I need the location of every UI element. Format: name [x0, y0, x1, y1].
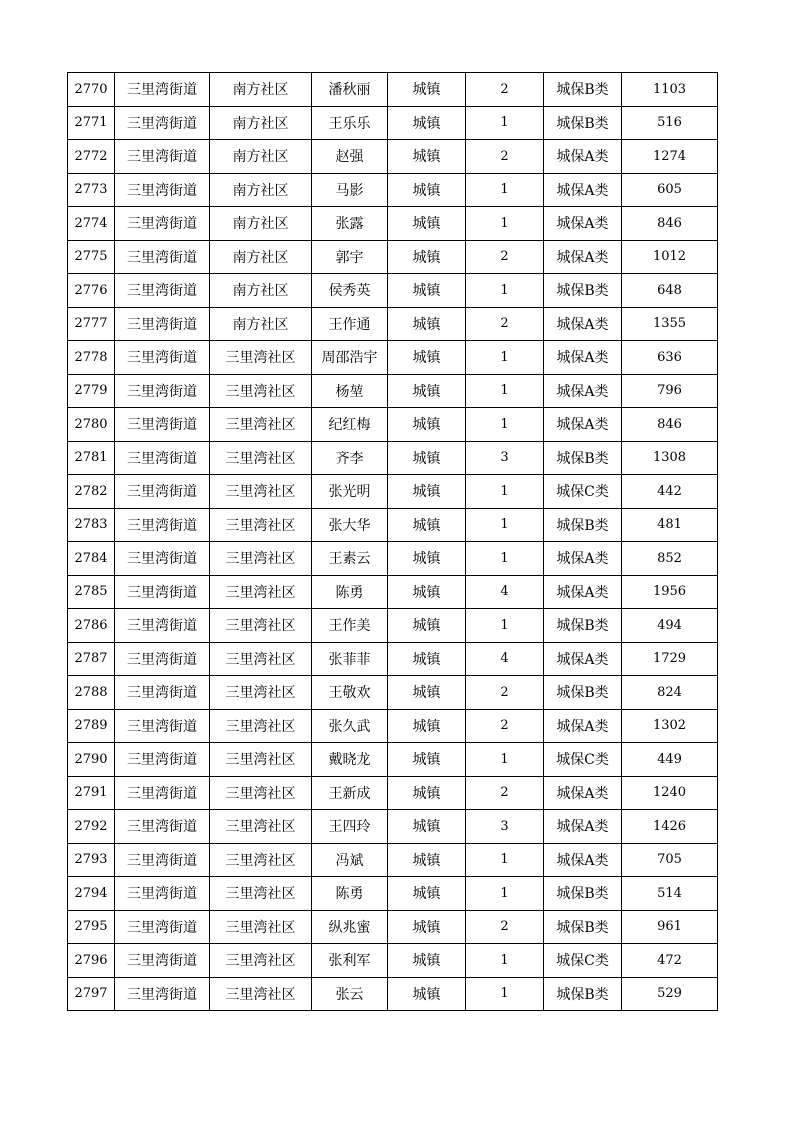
insurance-category-cell: 城保A类 — [544, 408, 622, 442]
household-size-cell: 2 — [466, 910, 544, 944]
table-row — [68, 508, 718, 542]
insurance-category-cell: 城保B类 — [544, 73, 622, 107]
table-row — [68, 676, 718, 710]
serial-number-cell: 2797 — [68, 977, 115, 1011]
name-cell: 杨堃 — [312, 374, 388, 408]
serial-number-cell: 2774 — [68, 207, 115, 241]
subdistrict-cell: 三里湾街道 — [115, 441, 210, 475]
amount-cell: 648 — [622, 274, 718, 308]
community-cell: 三里湾社区 — [210, 776, 312, 810]
residence-type-cell: 城镇 — [388, 609, 466, 643]
community-cell: 三里湾社区 — [210, 676, 312, 710]
community-cell: 三里湾社区 — [210, 977, 312, 1011]
amount-cell: 442 — [622, 475, 718, 509]
serial-number-cell: 2793 — [68, 843, 115, 877]
community-cell: 三里湾社区 — [210, 441, 312, 475]
subdistrict-cell: 三里湾街道 — [115, 810, 210, 844]
residence-type-cell: 城镇 — [388, 307, 466, 341]
table-row — [68, 810, 718, 844]
serial-number-cell: 2779 — [68, 374, 115, 408]
amount-cell: 481 — [622, 508, 718, 542]
serial-number-cell: 2782 — [68, 475, 115, 509]
amount-cell: 796 — [622, 374, 718, 408]
community-cell: 南方社区 — [210, 173, 312, 207]
subdistrict-cell: 三里湾街道 — [115, 609, 210, 643]
name-cell: 张久武 — [312, 709, 388, 743]
table-row — [68, 642, 718, 676]
name-cell: 王四玲 — [312, 810, 388, 844]
table-row — [68, 374, 718, 408]
household-size-cell: 1 — [466, 508, 544, 542]
residence-type-cell: 城镇 — [388, 776, 466, 810]
table-row — [68, 106, 718, 140]
roster-sheet — [67, 72, 717, 1011]
household-size-cell: 1 — [466, 106, 544, 140]
name-cell: 张大华 — [312, 508, 388, 542]
amount-cell: 1274 — [622, 140, 718, 174]
table-row — [68, 274, 718, 308]
subdistrict-cell: 三里湾街道 — [115, 542, 210, 576]
insurance-category-cell: 城保B类 — [544, 106, 622, 140]
amount-cell: 514 — [622, 877, 718, 911]
community-cell: 南方社区 — [210, 307, 312, 341]
residence-type-cell: 城镇 — [388, 642, 466, 676]
name-cell: 周邵浩宇 — [312, 341, 388, 375]
household-size-cell: 1 — [466, 408, 544, 442]
subdistrict-cell: 三里湾街道 — [115, 676, 210, 710]
residence-type-cell: 城镇 — [388, 73, 466, 107]
residence-type-cell: 城镇 — [388, 240, 466, 274]
amount-cell: 472 — [622, 944, 718, 978]
serial-number-cell: 2788 — [68, 676, 115, 710]
amount-cell: 705 — [622, 843, 718, 877]
subdistrict-cell: 三里湾街道 — [115, 240, 210, 274]
amount-cell: 494 — [622, 609, 718, 643]
community-cell: 南方社区 — [210, 240, 312, 274]
residence-type-cell: 城镇 — [388, 910, 466, 944]
amount-cell: 846 — [622, 207, 718, 241]
name-cell: 冯斌 — [312, 843, 388, 877]
name-cell: 张云 — [312, 977, 388, 1011]
community-cell: 三里湾社区 — [210, 341, 312, 375]
insurance-category-cell: 城保A类 — [544, 642, 622, 676]
table-row — [68, 977, 718, 1011]
subdistrict-cell: 三里湾街道 — [115, 106, 210, 140]
name-cell: 王作美 — [312, 609, 388, 643]
amount-cell: 1012 — [622, 240, 718, 274]
serial-number-cell: 2781 — [68, 441, 115, 475]
subdistrict-cell: 三里湾街道 — [115, 207, 210, 241]
serial-number-cell: 2784 — [68, 542, 115, 576]
residence-type-cell: 城镇 — [388, 207, 466, 241]
roster-table — [67, 72, 718, 1011]
insurance-category-cell: 城保A类 — [544, 709, 622, 743]
subdistrict-cell: 三里湾街道 — [115, 743, 210, 777]
subdistrict-cell: 三里湾街道 — [115, 575, 210, 609]
community-cell: 南方社区 — [210, 207, 312, 241]
amount-cell: 1729 — [622, 642, 718, 676]
residence-type-cell: 城镇 — [388, 709, 466, 743]
name-cell: 陈勇 — [312, 575, 388, 609]
name-cell: 齐李 — [312, 441, 388, 475]
table-row — [68, 877, 718, 911]
amount-cell: 1956 — [622, 575, 718, 609]
subdistrict-cell: 三里湾街道 — [115, 73, 210, 107]
community-cell: 三里湾社区 — [210, 374, 312, 408]
insurance-category-cell: 城保B类 — [544, 441, 622, 475]
amount-cell: 636 — [622, 341, 718, 375]
table-row — [68, 240, 718, 274]
amount-cell: 605 — [622, 173, 718, 207]
name-cell: 张光明 — [312, 475, 388, 509]
name-cell: 张菲菲 — [312, 642, 388, 676]
household-size-cell: 2 — [466, 240, 544, 274]
insurance-category-cell: 城保A类 — [544, 542, 622, 576]
table-row — [68, 441, 718, 475]
table-row — [68, 341, 718, 375]
household-size-cell: 3 — [466, 441, 544, 475]
household-size-cell: 2 — [466, 709, 544, 743]
residence-type-cell: 城镇 — [388, 341, 466, 375]
table-row — [68, 709, 718, 743]
household-size-cell: 2 — [466, 73, 544, 107]
amount-cell: 961 — [622, 910, 718, 944]
serial-number-cell: 2791 — [68, 776, 115, 810]
subdistrict-cell: 三里湾街道 — [115, 173, 210, 207]
community-cell: 三里湾社区 — [210, 575, 312, 609]
residence-type-cell: 城镇 — [388, 374, 466, 408]
serial-number-cell: 2777 — [68, 307, 115, 341]
table-row — [68, 307, 718, 341]
name-cell: 张利军 — [312, 944, 388, 978]
serial-number-cell: 2773 — [68, 173, 115, 207]
insurance-category-cell: 城保A类 — [544, 843, 622, 877]
community-cell: 三里湾社区 — [210, 408, 312, 442]
community-cell: 三里湾社区 — [210, 542, 312, 576]
serial-number-cell: 2778 — [68, 341, 115, 375]
household-size-cell: 2 — [466, 307, 544, 341]
household-size-cell: 2 — [466, 140, 544, 174]
residence-type-cell: 城镇 — [388, 676, 466, 710]
amount-cell: 846 — [622, 408, 718, 442]
insurance-category-cell: 城保B类 — [544, 676, 622, 710]
name-cell: 纵兆蜜 — [312, 910, 388, 944]
amount-cell: 1240 — [622, 776, 718, 810]
amount-cell: 1426 — [622, 810, 718, 844]
community-cell: 三里湾社区 — [210, 743, 312, 777]
insurance-category-cell: 城保A类 — [544, 307, 622, 341]
residence-type-cell: 城镇 — [388, 977, 466, 1011]
community-cell: 南方社区 — [210, 274, 312, 308]
community-cell: 三里湾社区 — [210, 642, 312, 676]
table-row — [68, 173, 718, 207]
household-size-cell: 4 — [466, 575, 544, 609]
residence-type-cell: 城镇 — [388, 542, 466, 576]
residence-type-cell: 城镇 — [388, 441, 466, 475]
insurance-category-cell: 城保C类 — [544, 475, 622, 509]
name-cell: 王敬欢 — [312, 676, 388, 710]
household-size-cell: 1 — [466, 877, 544, 911]
household-size-cell: 1 — [466, 173, 544, 207]
residence-type-cell: 城镇 — [388, 575, 466, 609]
amount-cell: 1103 — [622, 73, 718, 107]
insurance-category-cell: 城保C类 — [544, 743, 622, 777]
insurance-category-cell: 城保A类 — [544, 240, 622, 274]
residence-type-cell: 城镇 — [388, 140, 466, 174]
table-row — [68, 944, 718, 978]
insurance-category-cell: 城保A类 — [544, 810, 622, 844]
residence-type-cell: 城镇 — [388, 810, 466, 844]
insurance-category-cell: 城保A类 — [544, 776, 622, 810]
serial-number-cell: 2787 — [68, 642, 115, 676]
household-size-cell: 1 — [466, 374, 544, 408]
residence-type-cell: 城镇 — [388, 173, 466, 207]
subdistrict-cell: 三里湾街道 — [115, 843, 210, 877]
name-cell: 王素云 — [312, 542, 388, 576]
household-size-cell: 1 — [466, 977, 544, 1011]
community-cell: 南方社区 — [210, 73, 312, 107]
table-row — [68, 843, 718, 877]
residence-type-cell: 城镇 — [388, 877, 466, 911]
household-size-cell: 1 — [466, 207, 544, 241]
household-size-cell: 1 — [466, 274, 544, 308]
household-size-cell: 1 — [466, 341, 544, 375]
subdistrict-cell: 三里湾街道 — [115, 977, 210, 1011]
amount-cell: 852 — [622, 542, 718, 576]
table-row — [68, 910, 718, 944]
residence-type-cell: 城镇 — [388, 743, 466, 777]
name-cell: 王作通 — [312, 307, 388, 341]
serial-number-cell: 2770 — [68, 73, 115, 107]
insurance-category-cell: 城保C类 — [544, 944, 622, 978]
household-size-cell: 1 — [466, 843, 544, 877]
serial-number-cell: 2795 — [68, 910, 115, 944]
name-cell: 戴晓龙 — [312, 743, 388, 777]
subdistrict-cell: 三里湾街道 — [115, 776, 210, 810]
serial-number-cell: 2775 — [68, 240, 115, 274]
household-size-cell: 1 — [466, 944, 544, 978]
table-row — [68, 743, 718, 777]
subdistrict-cell: 三里湾街道 — [115, 341, 210, 375]
amount-cell: 1308 — [622, 441, 718, 475]
table-row — [68, 542, 718, 576]
insurance-category-cell: 城保B类 — [544, 274, 622, 308]
subdistrict-cell: 三里湾街道 — [115, 910, 210, 944]
subdistrict-cell: 三里湾街道 — [115, 877, 210, 911]
community-cell: 三里湾社区 — [210, 877, 312, 911]
household-size-cell: 1 — [466, 609, 544, 643]
serial-number-cell: 2772 — [68, 140, 115, 174]
insurance-category-cell: 城保B类 — [544, 977, 622, 1011]
table-row — [68, 575, 718, 609]
residence-type-cell: 城镇 — [388, 944, 466, 978]
serial-number-cell: 2789 — [68, 709, 115, 743]
roster-body — [68, 73, 718, 1011]
amount-cell: 449 — [622, 743, 718, 777]
serial-number-cell: 2780 — [68, 408, 115, 442]
table-row — [68, 207, 718, 241]
subdistrict-cell: 三里湾街道 — [115, 475, 210, 509]
serial-number-cell: 2794 — [68, 877, 115, 911]
serial-number-cell: 2790 — [68, 743, 115, 777]
serial-number-cell: 2796 — [68, 944, 115, 978]
insurance-category-cell: 城保A类 — [544, 575, 622, 609]
residence-type-cell: 城镇 — [388, 106, 466, 140]
insurance-category-cell: 城保A类 — [544, 140, 622, 174]
amount-cell: 1355 — [622, 307, 718, 341]
serial-number-cell: 2786 — [68, 609, 115, 643]
table-row — [68, 609, 718, 643]
name-cell: 马影 — [312, 173, 388, 207]
subdistrict-cell: 三里湾街道 — [115, 408, 210, 442]
community-cell: 南方社区 — [210, 106, 312, 140]
community-cell: 三里湾社区 — [210, 810, 312, 844]
household-size-cell: 1 — [466, 743, 544, 777]
residence-type-cell: 城镇 — [388, 475, 466, 509]
insurance-category-cell: 城保B类 — [544, 609, 622, 643]
name-cell: 王新成 — [312, 776, 388, 810]
subdistrict-cell: 三里湾街道 — [115, 944, 210, 978]
community-cell: 三里湾社区 — [210, 508, 312, 542]
subdistrict-cell: 三里湾街道 — [115, 374, 210, 408]
residence-type-cell: 城镇 — [388, 408, 466, 442]
community-cell: 三里湾社区 — [210, 709, 312, 743]
subdistrict-cell: 三里湾街道 — [115, 642, 210, 676]
household-size-cell: 1 — [466, 475, 544, 509]
insurance-category-cell: 城保A类 — [544, 374, 622, 408]
community-cell: 三里湾社区 — [210, 944, 312, 978]
table-row — [68, 408, 718, 442]
residence-type-cell: 城镇 — [388, 508, 466, 542]
amount-cell: 824 — [622, 676, 718, 710]
subdistrict-cell: 三里湾街道 — [115, 307, 210, 341]
community-cell: 三里湾社区 — [210, 843, 312, 877]
community-cell: 三里湾社区 — [210, 475, 312, 509]
household-size-cell: 3 — [466, 810, 544, 844]
community-cell: 三里湾社区 — [210, 910, 312, 944]
table-row — [68, 776, 718, 810]
household-size-cell: 2 — [466, 676, 544, 710]
residence-type-cell: 城镇 — [388, 274, 466, 308]
insurance-category-cell: 城保B类 — [544, 910, 622, 944]
table-row — [68, 140, 718, 174]
amount-cell: 529 — [622, 977, 718, 1011]
name-cell: 侯秀英 — [312, 274, 388, 308]
name-cell: 陈勇 — [312, 877, 388, 911]
name-cell: 纪红梅 — [312, 408, 388, 442]
serial-number-cell: 2771 — [68, 106, 115, 140]
insurance-category-cell: 城保B类 — [544, 508, 622, 542]
name-cell: 张露 — [312, 207, 388, 241]
name-cell: 赵强 — [312, 140, 388, 174]
residence-type-cell: 城镇 — [388, 843, 466, 877]
name-cell: 潘秋丽 — [312, 73, 388, 107]
name-cell: 王乐乐 — [312, 106, 388, 140]
household-size-cell: 4 — [466, 642, 544, 676]
table-row — [68, 475, 718, 509]
name-cell: 郭宇 — [312, 240, 388, 274]
household-size-cell: 2 — [466, 776, 544, 810]
amount-cell: 516 — [622, 106, 718, 140]
serial-number-cell: 2783 — [68, 508, 115, 542]
serial-number-cell: 2776 — [68, 274, 115, 308]
serial-number-cell: 2785 — [68, 575, 115, 609]
table-row — [68, 73, 718, 107]
insurance-category-cell: 城保A类 — [544, 341, 622, 375]
household-size-cell: 1 — [466, 542, 544, 576]
amount-cell: 1302 — [622, 709, 718, 743]
insurance-category-cell: 城保A类 — [544, 173, 622, 207]
subdistrict-cell: 三里湾街道 — [115, 508, 210, 542]
subdistrict-cell: 三里湾街道 — [115, 274, 210, 308]
subdistrict-cell: 三里湾街道 — [115, 709, 210, 743]
insurance-category-cell: 城保B类 — [544, 877, 622, 911]
community-cell: 三里湾社区 — [210, 609, 312, 643]
community-cell: 南方社区 — [210, 140, 312, 174]
subdistrict-cell: 三里湾街道 — [115, 140, 210, 174]
insurance-category-cell: 城保A类 — [544, 207, 622, 241]
serial-number-cell: 2792 — [68, 810, 115, 844]
